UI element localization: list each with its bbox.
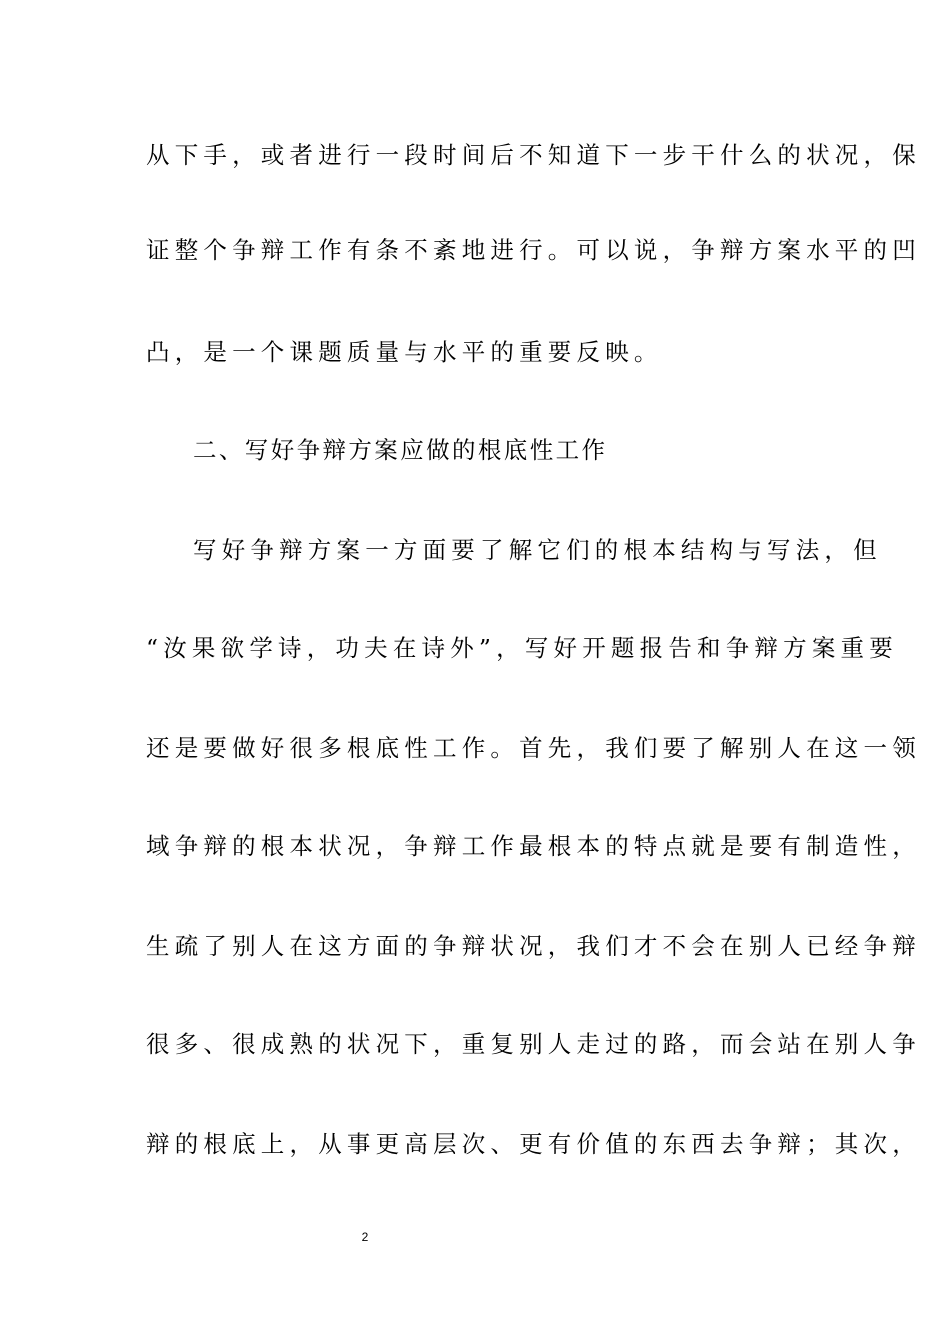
text-line: 从下手，或者进行一段时间后不知道下一步干什么的状况，保 [146,141,921,169]
text-line: 域争辩的根本状况，争辩工作最根本的特点就是要有制造性， [146,832,921,860]
page-number: 2 [361,1230,369,1244]
section-heading: 二、写好争辩方案应做的根底性工作 [193,436,608,464]
text-line: “汝果欲学诗，功夫在诗外”，写好开题报告和争辩方案重要 [146,634,898,662]
text-line: 凸，是一个课题质量与水平的重要反映。 [146,338,663,366]
text-line: 生疏了别人在这方面的争辩状况，我们才不会在别人已经争辩 [146,932,921,960]
text-line: 很多、很成熟的状况下，重复别人走过的路，而会站在别人争 [146,1030,921,1058]
text-line: 写好争辩方案一方面要了解它们的根本结构与写法，但 [193,536,882,564]
text-line: 证整个争辩工作有条不紊地进行。可以说，争辩方案水平的凹 [146,236,921,264]
text-line: 辩的根底上，从事更高层次、更有价值的东西去争辩；其次， [146,1130,921,1158]
text-line: 还是要做好很多根底性工作。首先，我们要了解别人在这一领 [146,734,921,762]
